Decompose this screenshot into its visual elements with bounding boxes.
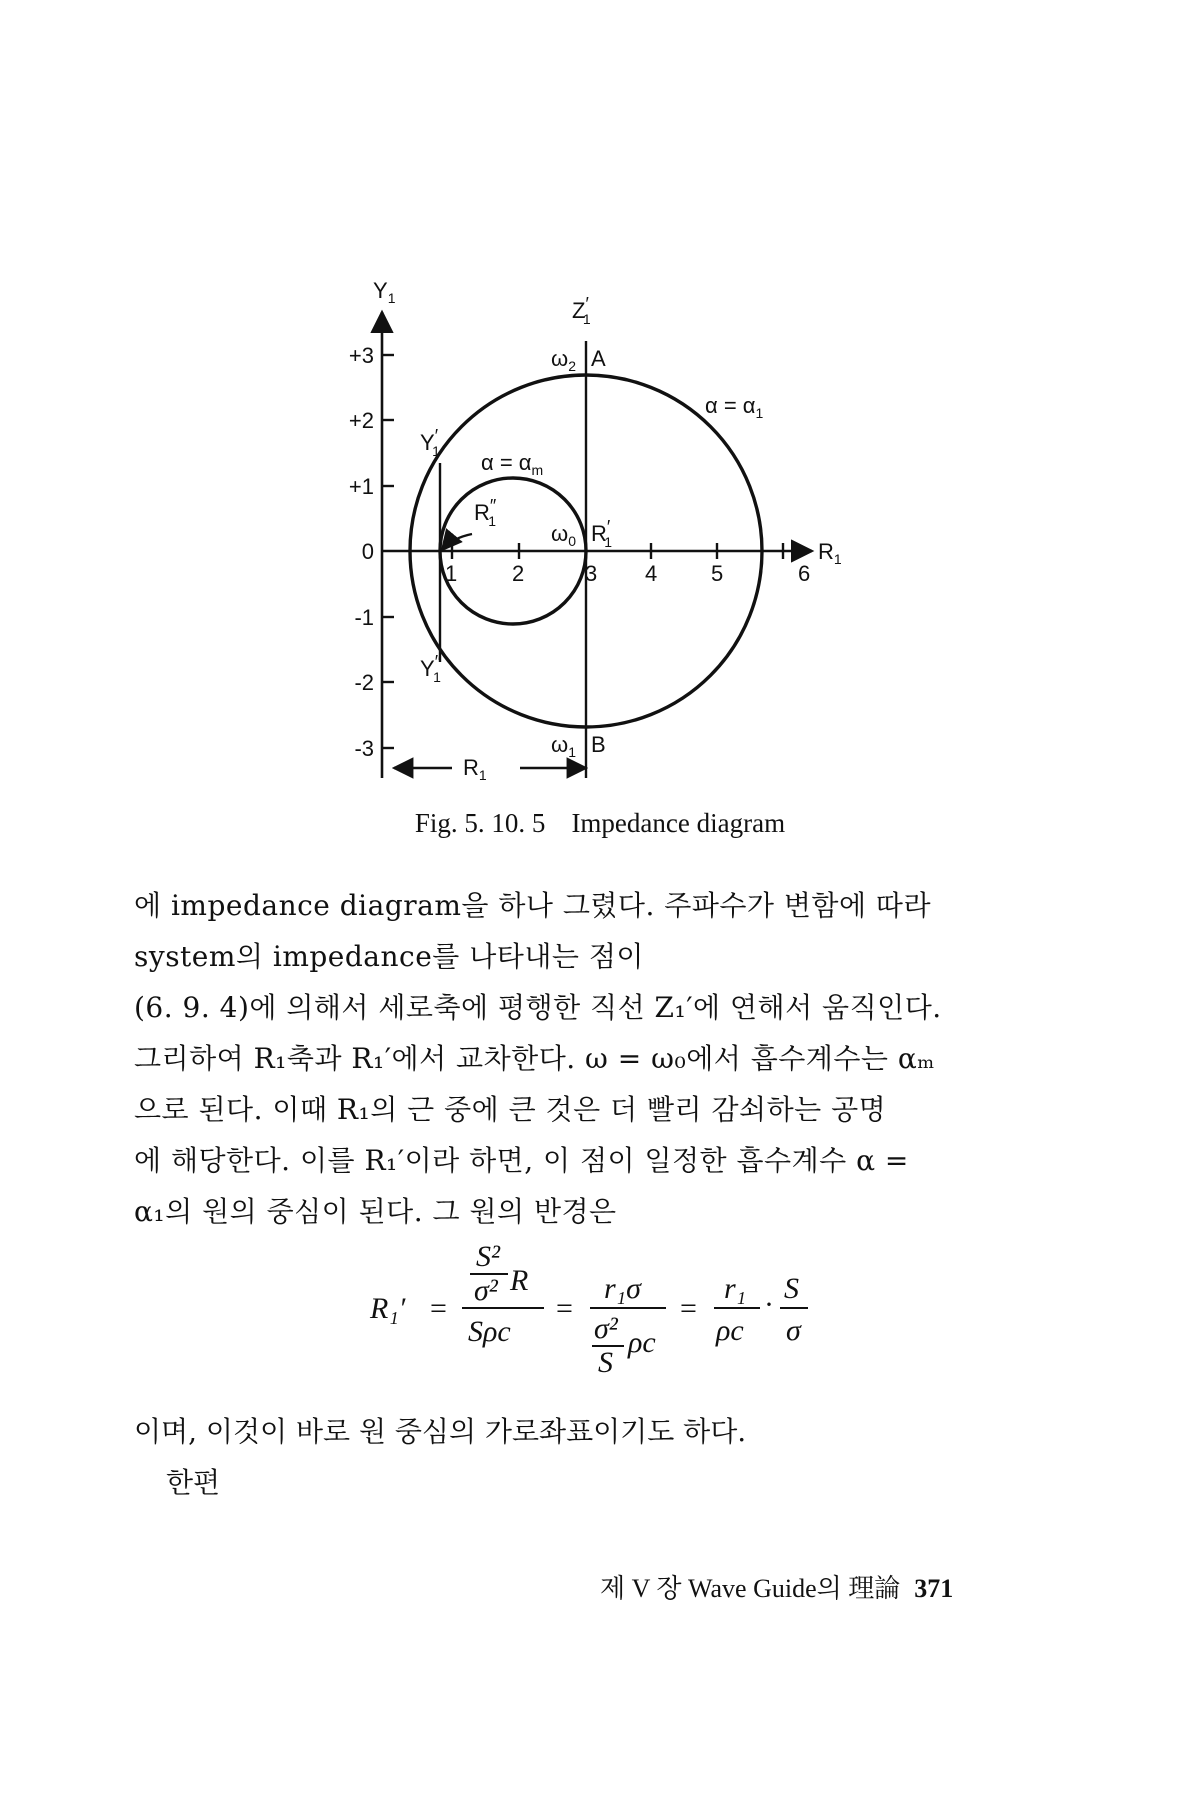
- eq-equals: =: [430, 1292, 447, 1325]
- eq-dot: ·: [764, 1288, 774, 1321]
- eq-sigma: σ: [786, 1314, 801, 1347]
- x-tick-label: 2: [512, 561, 525, 586]
- y-tick-label: +2: [348, 408, 374, 433]
- r1-prime-label: R′ 1: [591, 517, 613, 550]
- x-tick-label: 3: [585, 561, 598, 586]
- x-tick-label: 1: [445, 561, 458, 586]
- eq-r1: r₁: [724, 1272, 747, 1305]
- text-line: 에 해당한다. 이를 R₁′이라 하면, 이 점이 일정한 흡수계수 α =: [134, 1144, 909, 1177]
- radius-equation: [0, 1228, 1200, 1378]
- text-line: (6. 9. 4)에 의해서 세로축에 평행한 직선 Z₁′에 연해서 움직인다.: [134, 991, 942, 1024]
- x-axis-label: $R_1$: [818, 539, 842, 567]
- text-line: system의 impedance를 나타내는 점이: [134, 940, 644, 973]
- y-tick-label: -2: [354, 670, 374, 695]
- y-tick-label: -3: [354, 736, 374, 761]
- x-tick-label: 6: [798, 561, 811, 586]
- caption-number: Fig. 5. 10. 5: [414, 808, 546, 838]
- eq-equals: =: [556, 1292, 573, 1325]
- page-footer: [600, 1568, 953, 1605]
- eq-lhs: R₁′: [370, 1292, 406, 1325]
- eq-rho-c-2: ρc: [716, 1314, 744, 1347]
- y-tick-label: +3: [348, 343, 374, 368]
- omega-2-label: $\omega_2$: [551, 346, 576, 374]
- dimension-r1-label: $R_1$: [463, 755, 487, 783]
- text-line: 에 impedance diagram을 하나 그렸다. 주파수가 변함에 따라: [134, 889, 932, 922]
- omega-1-label: $\omega_1$: [551, 732, 576, 760]
- alpha-m-label: $\alpha = \alpha_m$: [481, 450, 544, 478]
- eq-equals: =: [680, 1292, 697, 1325]
- r1-double-prime-arrow: [442, 534, 472, 550]
- text-line: 그리하여 R₁축과 R₁′에서 교차한다. ω = ω₀에서 흡수계수는 αₘ: [134, 1042, 935, 1075]
- z1-prime-label: Z′ 1: [572, 294, 591, 327]
- y1-prime-label: Y′ 1: [420, 426, 440, 459]
- omega-0-label: $\omega_0$: [551, 521, 576, 549]
- body-paragraph: [134, 880, 1074, 1237]
- y-tick-label: 0: [361, 539, 374, 564]
- y-tick-label: -1: [354, 605, 374, 630]
- text-line: 이며, 이것이 바로 원 중심의 가로좌표이기도 하다.: [134, 1415, 747, 1448]
- point-b-label: B: [591, 732, 606, 757]
- y1-double-prime-label: Y″ 1: [420, 652, 442, 685]
- after-equation-text: [134, 1406, 746, 1508]
- impedance-diagram: [0, 0, 1200, 800]
- caption-title: Impedance diagram: [571, 808, 786, 838]
- eq-s: S: [598, 1346, 613, 1378]
- r1-double-prime-label: R″ 1: [474, 496, 497, 529]
- figure-caption: [0, 808, 1200, 839]
- x-tick-label: 4: [645, 561, 658, 586]
- alpha-1-label: $\alpha = \alpha_1$: [705, 393, 764, 421]
- eq-rho-c: ρc: [628, 1326, 656, 1359]
- text-line: α₁의 원의 중심이 된다. 그 원의 반경은: [134, 1195, 617, 1228]
- y-tick-label: +1: [348, 474, 374, 499]
- chapter-title: 제 V 장 Wave Guide의 理論: [600, 1574, 901, 1603]
- page-number: 371: [914, 1574, 954, 1603]
- point-a-label: A: [591, 346, 606, 371]
- eq-sigma-squared-2: σ²: [594, 1312, 618, 1345]
- text-line: 한편: [166, 1466, 221, 1499]
- x-tick-label: 5: [711, 561, 724, 586]
- eq-s-2: S: [784, 1272, 799, 1305]
- eq-r1-sigma: r₁σ: [604, 1272, 641, 1305]
- eq-s-rho-c: Sρc: [468, 1315, 511, 1348]
- eq-sigma-squared: σ²: [474, 1274, 498, 1307]
- eq-r: R: [510, 1264, 529, 1297]
- eq-s-squared: S²: [476, 1240, 500, 1273]
- y-axis-label: $Y_1$: [373, 278, 396, 306]
- text-line: 으로 된다. 이때 R₁의 근 중에 큰 것은 더 빨리 감쇠하는 공명: [134, 1093, 887, 1126]
